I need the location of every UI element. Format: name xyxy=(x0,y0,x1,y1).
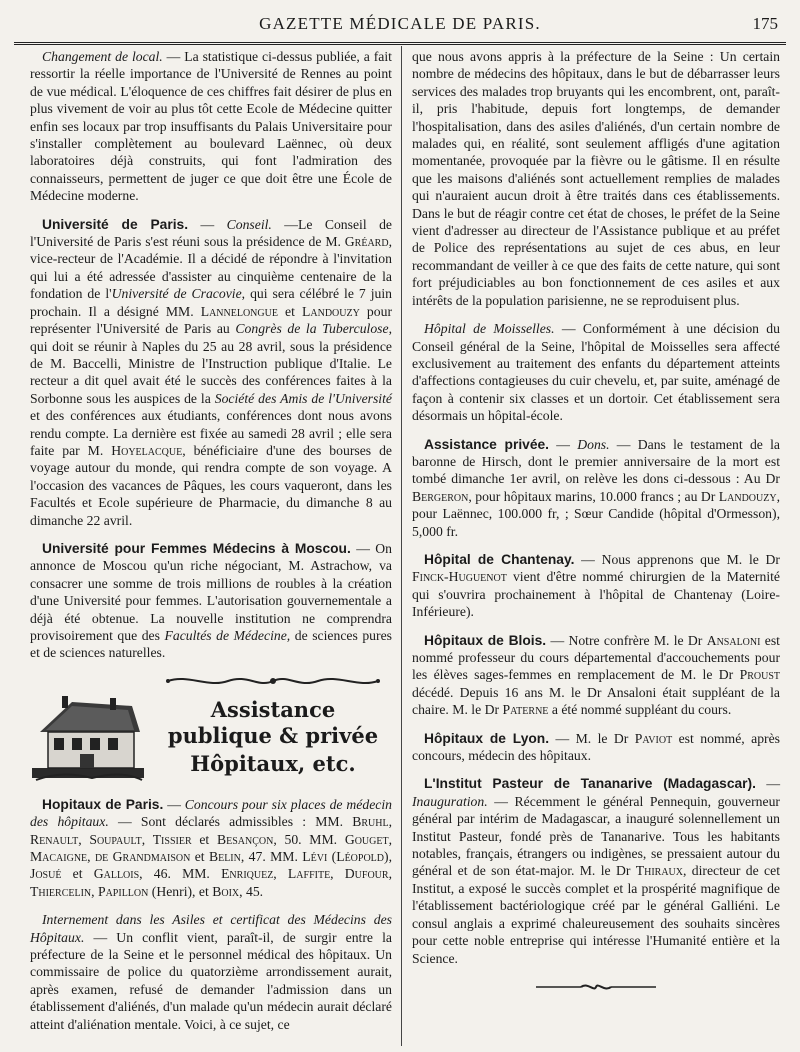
vignette-title-line-2: publique & privée xyxy=(167,722,379,748)
person-name: Gréard xyxy=(344,234,389,250)
text-run: pour représenter l'Université de Paris au xyxy=(30,303,392,337)
text-run: de sciences pures et de sciences naturelles. xyxy=(30,628,392,661)
article-subheading: Conseil. xyxy=(226,216,272,232)
article-hopital-moisselles xyxy=(412,320,780,424)
text-run: , 50. MM. xyxy=(273,831,345,847)
text-run: et xyxy=(277,303,303,319)
text-run: , pour Laënnec, 100.000 fr, ; Sœur Candide (hôpital d'Ormesson), 5,000 fr. xyxy=(412,488,780,539)
text-run: — xyxy=(163,796,185,812)
right-column xyxy=(412,48,780,996)
text-run: , vice-recteur de l'Académie. Il a décidé de répondre à l'invitation qui lui a été adressée d'assister au cinquième centenaire de la fondation de l' xyxy=(30,234,392,302)
text-run: , directeur de cet Institut, a exposé le succès complet et la prospérité magnifique de l'établissement bactériologique créé par le général Galliéni. Le consul anglais a exprimé chaleureusement des souhaits sincères pour cette noble entreprise qui intéresse l'Humanité entière et la Science. xyxy=(412,863,780,966)
text-run: a été nommé suppléant du cours. xyxy=(548,702,732,718)
header-rule xyxy=(14,42,786,45)
hospital-building-icon xyxy=(32,690,144,782)
text-run: , bénéficiaire d'une des bourses de voyage autour du monde, qui rendra compte de son voyage. A l'occasion des vacances de Pâques, les cours vaqueront, dans les Facultés et Ecole supérieure de Pharmacie, du dimanche 8 au dimanche 22 avril. xyxy=(30,442,392,528)
text-run: , qui sera célébré le 7 juin prochain. Il a désigné MM. xyxy=(30,286,392,319)
person-name: Lannelongue xyxy=(200,303,278,319)
person-name: Boix xyxy=(212,883,240,899)
text-run: — Conformément à une décision du Conseil général de la Seine, l'hôpital de Moisselles sera affecté exclusivement au traitement des enfants du département atteints d'affections contagieuses du cuir chevelu, et, par suite, aménagé de façon à contenir six classes et un dortoir. Cet établissement sera désormais un hôpital-école. xyxy=(412,321,780,424)
person-name: Lévi (Léopold), Josué xyxy=(30,849,392,882)
person-name: Thiraux xyxy=(635,863,683,879)
text-run: — Dans le testament de la baronne de Hirsch, dont le premier anniversaire de la mort est tombé dimanche 1er avril, on relève les dons ci-dessous : Au Dr xyxy=(412,436,781,487)
article-internement-asiles xyxy=(30,911,392,1033)
text-run: est nommé professeur du cours départemental d'accouchements pour les élèves sages-femmes en remplacement de M. le Dr xyxy=(412,632,780,683)
text-run: — On annonce de Moscou qu'un riche négociant, M. Astrachow, va consacrer une somme de trois millions de roubles à la création d'une Université pour femmes. L'autorisation gouvernementale a déjà été obtenue. La nouvelle institution ne comprendra provisoirement que des xyxy=(30,540,392,643)
article-text: — La statistique ci-dessus publiée, a fait ressortir la réelle importance de l'Université de Rennes au point de vue médical. L'éloquence de ces chiffres fait désirer de plus en plus vivement de voir au plus tôt cette Ecole de Médecine quitter enfin ses locaux par trop insuffisants du Palais Universitaire pour s'installer complètement au boulevard Laënnec, où deux laboratoires déjà construits, qui font l'admiration des connaisseurs, permettent de juger ce que doit être une École de Médecine moderne. xyxy=(30,49,392,204)
italic-run: Société des Amis de l'Université xyxy=(214,390,392,406)
article-changement-de-local xyxy=(30,48,392,205)
article-assistance-privee xyxy=(412,436,780,540)
publication-title: GAZETTE MÉDICALE DE PARIS. xyxy=(259,14,541,33)
text-run: , 47. MM. xyxy=(240,849,303,865)
text-run: — xyxy=(755,776,781,792)
text-run: , qui doit se réunir à Naples du 25 au 28 avril, sous la présidence de M. Baccelli, Ministre de l'Instruction publique d'Italie. Le recteur a dit quel avait été le succès des conférences faites à la Sorbonne sous les auspices de la xyxy=(30,321,393,406)
text-run: , 45. xyxy=(239,883,264,899)
text-run: —Le Conseil de l'Université de Paris s'est réuni sous la présidence de M. xyxy=(30,216,392,250)
person-name: Finck-Huguenot xyxy=(412,569,507,585)
person-name: Bruhl, Renault, Soupault, Tissier xyxy=(30,814,392,847)
person-name: Hoyelacque xyxy=(111,442,183,458)
text-run: — Un conflit vient, paraît-il, de surgir entre la préfecture de la Seine et le personnel médical des hôpitaux. Un commissaire de police du quatorzième arrondissement aurait, après examen, refusé de demander l'admission dans un établissement d'aliénés, d'un malade qu'un médecin aurait déclaré atteint d'aliénation mentale. Voici, à ce sujet, ce xyxy=(30,929,392,1032)
text-run: (Henri), et xyxy=(148,883,213,899)
text-run: et des conférences aux étudiants, conférences dont nous avons rendu compte. La dernière est fixée au samedi 28 avril ; elle sera faite par M. xyxy=(30,408,392,458)
text-run: vient d'être nommé chirurgien de la Maternité qui s'ouvrira prochainement à l'hôpital de Chantenay (Loire-Inférieure). xyxy=(412,569,780,620)
text-run: , 46. MM. xyxy=(139,866,222,882)
article-heading: Hopitaux de Paris. xyxy=(42,796,164,812)
flourish-icon xyxy=(536,982,656,992)
person-name: Bergeron xyxy=(412,488,469,504)
article-hopitaux-lyon xyxy=(412,730,780,765)
article-heading: Hôpital de Moisselles. xyxy=(424,321,555,337)
person-name: Enriquez, Laffite, Dufour, Thiercelin, Papillon xyxy=(30,866,392,899)
person-name: Belin xyxy=(208,849,241,865)
article-heading: Assistance privée. xyxy=(424,436,550,452)
article-heading: Université de Paris. xyxy=(42,216,189,232)
ornament-icon xyxy=(148,674,398,688)
person-name: Besançon xyxy=(216,831,274,847)
article-heading: Université pour Femmes Médecins à Moscou. xyxy=(42,540,351,556)
article-heading: Changement de local. xyxy=(42,49,163,64)
text-run: — xyxy=(549,436,578,452)
text-run: décédé. Depuis 16 ans M. le Dr Ansaloni était suppléant de la chaire. M. le Dr xyxy=(412,684,780,718)
italic-run: Congrès de la Tuberculose xyxy=(235,321,389,337)
italic-run: Concours pour six places de médecin des hôpitaux. xyxy=(30,796,392,830)
person-name: Gallois xyxy=(93,866,140,882)
column-divider xyxy=(401,46,402,1046)
person-name: Landouzy xyxy=(718,488,777,504)
page-number: 175 xyxy=(752,14,778,33)
article-heading: Hôpitaux de Blois. xyxy=(424,632,547,648)
vignette-title-line-1: Assistance xyxy=(210,696,336,722)
article-heading: L'Institut Pasteur de Tananarive (Madagascar). xyxy=(424,776,756,792)
text-run: et xyxy=(191,831,217,847)
article-universite-femmes-moscou xyxy=(30,540,392,662)
text-run: et xyxy=(190,849,209,865)
article-institut-pasteur-tananarive xyxy=(412,775,780,966)
text-run: , pour hôpitaux marins, 10.000 francs ; au Dr xyxy=(468,488,719,504)
italic-run: Facultés de Médecine, xyxy=(164,628,291,643)
article-hopital-chantenay xyxy=(412,551,780,621)
page-header xyxy=(14,8,786,38)
italic-run: Université de Cracovie xyxy=(111,286,242,302)
left-column xyxy=(30,48,392,1033)
text-run: — Notre confrère M. le Dr xyxy=(546,632,707,648)
person-name: Paviot xyxy=(634,730,673,746)
article-hopitaux-de-paris xyxy=(30,796,392,900)
person-name: Paterne xyxy=(502,702,549,718)
person-name: Ansaloni xyxy=(706,632,761,648)
italic-run: Dons. xyxy=(577,436,610,452)
italic-run: Inauguration. xyxy=(412,793,488,809)
article-heading: Internement dans les Asiles et certificat des Médecins des Hôpitaux. xyxy=(30,912,392,945)
vignette-title-line-3: Hôpitaux, etc. xyxy=(190,750,356,776)
text-run: et xyxy=(61,866,94,882)
end-ornament xyxy=(412,979,780,996)
article-continuation: que nous avons appris à la préfecture de la Seine : Un certain nombre de médecins des hôpitaux, dans le but de débarrasser leurs services des malades trop bruyants qui les encombrent, ont, paraît-il, pris l'habitude, depuis fort longtemps, de demander l'hospitalisation, dans des asiles d'aliénés, d'un certain nombre de malades qui, en réalité, sont seulement affligés d'une agitation momentanée, provoquée par la fièvre ou le gâtisme. Il en résulte que les maisons d'aliénés sont actuellement remplies de malades qui n'auraient aucun droit à être traités dans ces établissements. Dans le but de réagir contre cet état de choses, le préfet de la Seine vient d'adresser au directeur de l'Assistance publique et au préfet de Police des représentations au sujet de ces abus, en leur recommandant de veiller à ce que des faits de cette nature, qui sont fort préjudiciables au bon fonctionnement de ces asiles et aux intérêts de la population parisienne, ne se reproduisent plus. xyxy=(412,49,780,308)
article-heading: Hôpital de Chantenay. xyxy=(424,551,575,567)
person-name: Proust xyxy=(739,667,780,683)
article-heading: Hôpitaux de Lyon. xyxy=(424,730,550,746)
text-run: — M. le Dr xyxy=(549,730,635,746)
article-universite-de-paris: Université de Paris. — Conseil. —Le Conseil de l'Université de Paris s'est réuni sous la présidence de M. Gréard, vice-recteur de l'Académie. Il a décidé de répondre à l'invitation qui lui a été adressée d'assister au cinquième centenaire de la fondation de l'Université de Cracovie, qui sera célébré le 7 juin prochain. Il a désigné MM. Lannelongue et Landouzy pour représenter l'Université de Paris au Congrès de la Tuberculose, qui doit se réunir à Naples du 25 au 28 avril, sous la présidence de M. Baccelli, Ministre de l'Instruction publique d'Italie. Le recteur a dit quel avait été le succès des conférences faites à la Sorbonne sous les auspices de la Société des Amis de l'Université et des conférences aux étudiants, conférences dont nous avons rendu compte. La dernière est fixée au samedi 28 avril ; elle sera faite par M. Hoyelacque, bénéficiaire d'une des bourses de voyage autour du monde, qui rendra compte de son voyage. A l'occasion des vacances de Pâques, les cours vaqueront, dans les Facultés et Ecole supérieure de Pharmacie, du dimanche 8 au dimanche 22 avril. xyxy=(30,216,393,528)
text-run: — Sont déclarés admissibles : MM. xyxy=(108,814,353,830)
person-name: Gouget, Macaigne, de Grandmaison xyxy=(30,831,393,865)
text-run: — Nous apprenons que M. le Dr xyxy=(574,551,780,567)
person-name: Landouzy xyxy=(302,303,360,319)
text-run: est nommé, après concours, médecin des hôpitaux. xyxy=(412,730,780,764)
text-run: — Récemment le général Pennequin, gouverneur général par intérim de Madagascar, a inauguré solennellement un Institut Pasteur, fondé près de Tananarive. Tous les habitants notables, français, étrangers ou indigènes, se pressaient autour du général et de son état-major. M. le Dr xyxy=(412,793,780,879)
section-vignette xyxy=(30,672,392,790)
article-hopitaux-blois xyxy=(412,632,780,719)
